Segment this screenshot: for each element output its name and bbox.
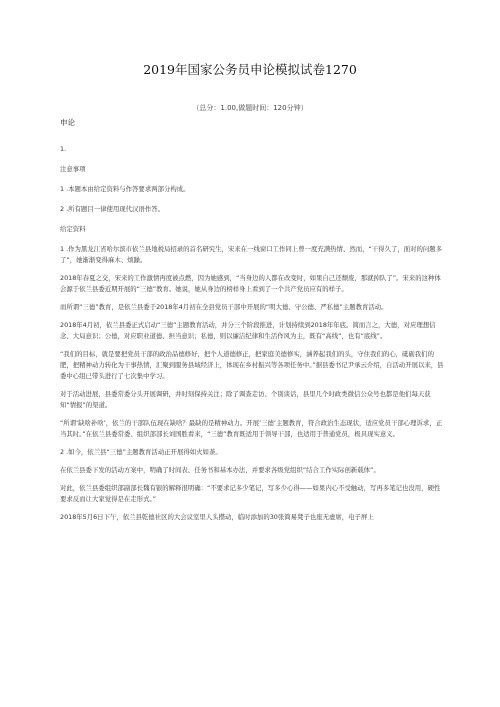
section-heading: 申论	[60, 118, 75, 127]
note-item: 1 .本题本由给定资料与作答要求两部分构成。	[60, 185, 190, 193]
paragraph: 2018年4月初，依兰县委正式启动“三德”主题教育活动，并分三个阶段推进，计划持续到2018年年底。简而言之，大德，对应理想信念、大局意识；公德，对应职业道德、担当意识；私德，则以廉洁纪律和生活作风为主，既有“高线”，也有“底线”。	[60, 321, 436, 340]
paragraph: “所谓‘缺啥补啥’，依兰的干部队伍现在缺啥？最缺的是精神动力。开展‘三德’主题教育，符合政治生态现状，适应党员干部心理诉求，正当其时。”在依兰县委常委、组织部部长刘国胜看来，“三德”教育既适用于领导干部，也适用于普通党员，极具现实意义。	[60, 419, 443, 438]
document-body	[60, 117, 445, 523]
paragraph: 在依兰县委下发的活动方案中，明确了时间表、任务书和基本办法，并要求各级党组织“结合工作实际创新载体”。	[60, 466, 380, 474]
exam-meta: （总分：1.00,做题时间：120分钟）	[192, 104, 308, 112]
paragraph: 1 .作为黑龙江省哈尔滨市依兰县地税局招录的首名研究生，宋来在一线窗口工作同上曾一度充满热情、然而，“干得久了，面对的问题多了”，她渐渐变得麻木、烦躁。	[60, 245, 443, 264]
paragraph: 对此，依兰县委组织部副部长魏有银的解释很明确：“不要求记多少笔记，写多少心得——如果内心不受触动，写再多笔记也没用，硬性要求反而让大家觉得是在走形式。”	[60, 484, 441, 503]
paragraph: “我们的目标，就是要把党员干部的政治品德修好，把个人道德修正，把家庭美德修实，涵养起我们的头，守住我们的心，砥砺我们的肥，把精神动力转化为干事热情，汇聚到服务县域经济上，体现在乡村振兴等各项任务中。”据县委书记尹承云介绍，自活动开展以来，县委中心组已带头进行了七次集中学习。	[60, 350, 444, 380]
material-heading: 给定资料	[60, 225, 86, 233]
document-title: 2019年国家公务员申论模拟试卷1270	[143, 62, 357, 77]
question-number: 1.	[60, 145, 67, 153]
paragraph: 2018年春夏之交，宋来的工作激情再度被点燃，因为她感到，“当身边的人都在改变时，如果自己还颓废，那就掉队了”。宋来的这种体会源于依兰县委近期开展的“三德”教育。她说，她从身边的榜样身上看到了一个共产党员应有的样子。	[60, 274, 441, 293]
paragraph: 2 .如今，依兰县“三德”主题教育活动正开展得如火如荼。	[60, 448, 222, 456]
paragraph: 对于活动进展，县委常委分头开展调研，并时刻保持关注；除了调查走访、个别谈话，县里几个时政类微信公众号也都是他们每天获知“情报”的渠道。	[60, 390, 431, 409]
notes-heading: 注意事项	[60, 165, 86, 173]
paragraph: 2018年5月6日下午，依兰县乾德社区的大会议室里人头攒动，临时添加的30张简易凳子也座无虚席，电子屏上	[60, 513, 374, 521]
paragraph: 而所谓“三德”教育，是依兰县委于2018年4月初在全县党员干部中开展的“明大德、守公德、严私德”主题教育活动。	[60, 303, 388, 311]
note-item: 2 .所有题目一律使用现代汉语作答。	[60, 205, 164, 213]
